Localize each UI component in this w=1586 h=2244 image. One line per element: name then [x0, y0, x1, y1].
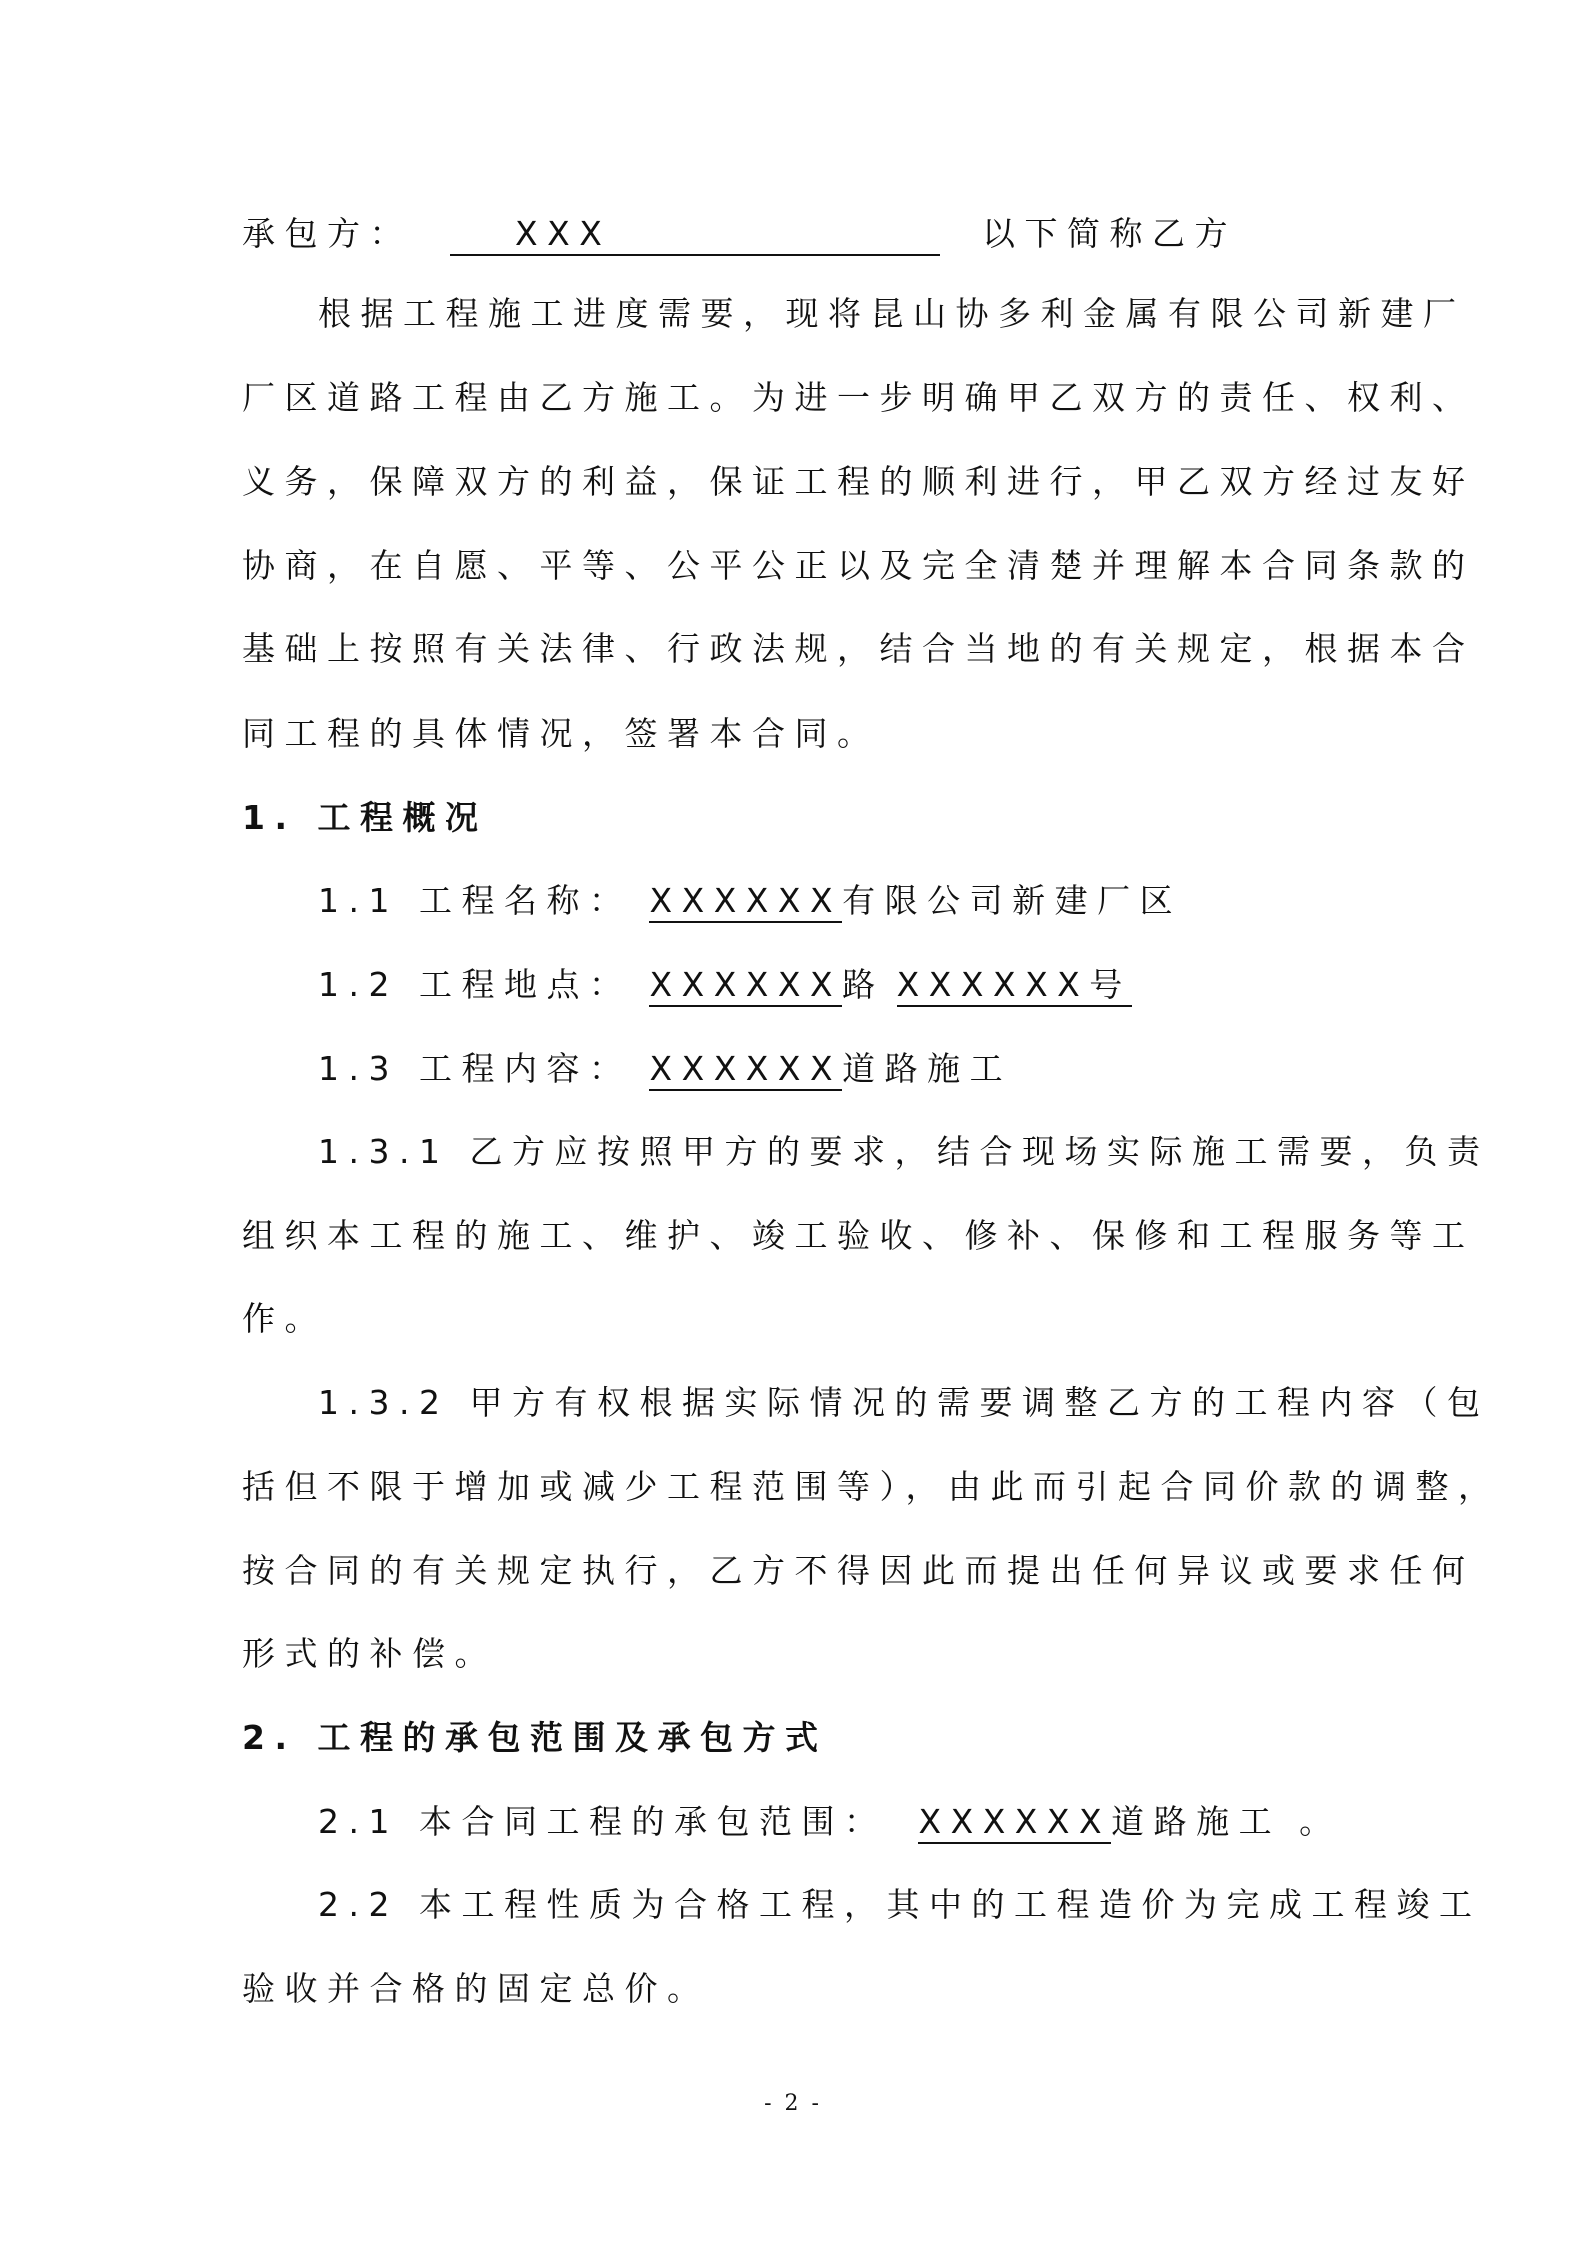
- item-2-1-suffix: 道路施工: [1111, 1802, 1282, 1841]
- item-1-1-suffix: 有限公司新建厂区: [842, 881, 1183, 920]
- item-1-3-1-line: 作。: [242, 1299, 327, 1338]
- item-1-2: [318, 963, 1132, 1007]
- intro-line: 协商，在自愿、平等、公平公正以及完全清楚并理解本合同条款的: [242, 546, 1475, 585]
- item-1-3-2-line: 括但不限于增加或减少工程范围等），由此而引起合同价款的调整，: [242, 1467, 1501, 1506]
- item-2-1-label: 2.1 本合同工程的承包范围：: [318, 1802, 887, 1841]
- section-2-heading: 2. 工程的承包范围及承包方式: [242, 1718, 828, 1757]
- intro-line: 根据工程施工进度需要，现将昆山协多利金属有限公司新建厂: [318, 294, 1466, 333]
- item-1-3-2-line: 形式的补偿。: [242, 1634, 497, 1673]
- item-1-3: [318, 1047, 1012, 1091]
- contractor-name-field: XXX: [450, 214, 940, 256]
- item-2-1-end: 。: [1299, 1802, 1342, 1841]
- item-1-3-2-line: 1.3.2 甲方有权根据实际情况的需要调整乙方的工程内容（包: [318, 1383, 1490, 1422]
- item-1-3-suffix: 道路施工: [842, 1049, 1013, 1088]
- item-2-1: [318, 1800, 1342, 1844]
- item-2-2-line: 验收并合格的固定总价。: [242, 1969, 710, 2008]
- item-1-3-label: 1.3 工程内容：: [318, 1049, 632, 1088]
- item-1-3-1-line: 1.3.1 乙方应按照甲方的要求，结合现场实际施工需要，负责: [318, 1132, 1490, 1171]
- project-road-field: XXXXXX: [649, 965, 842, 1007]
- section-1-heading: 1. 工程概况: [242, 798, 488, 837]
- item-1-2-mid: 路: [842, 965, 885, 1004]
- item-1-1-label: 1.1 工程名称：: [318, 881, 632, 920]
- item-1-2-label: 1.2 工程地点：: [318, 965, 632, 1004]
- item-1-3-1-line: 组织本工程的施工、维护、竣工验收、修补、保修和工程服务等工: [242, 1216, 1475, 1255]
- page-number: - 2 -: [764, 2091, 822, 2116]
- project-number-field: XXXXXX号: [897, 965, 1132, 1007]
- intro-line: 义务，保障双方的利益，保证工程的顺利进行，甲乙双方经过友好: [242, 462, 1475, 501]
- contractor-line: [242, 212, 1237, 256]
- project-name-field: XXXXXX: [649, 881, 842, 923]
- contractor-label: 承包方：: [242, 214, 412, 253]
- project-content-field: XXXXXX: [649, 1049, 842, 1091]
- item-1-3-2-line: 按合同的有关规定执行，乙方不得因此而提出任何异议或要求任何: [242, 1551, 1475, 1590]
- intro-line: 厂区道路工程由乙方施工。为进一步明确甲乙双方的责任、权利、: [242, 378, 1475, 417]
- contractor-alias: 以下简称乙方: [982, 214, 1237, 253]
- item-2-2-line: 2.2 本工程性质为合格工程，其中的工程造价为完成工程竣工: [318, 1885, 1482, 1924]
- intro-line: 同工程的具体情况，签署本合同。: [242, 714, 880, 753]
- intro-line: 基础上按照有关法律、行政法规，结合当地的有关规定，根据本合: [242, 629, 1475, 668]
- item-1-1: [318, 879, 1182, 923]
- contract-scope-field: XXXXXX: [918, 1802, 1111, 1844]
